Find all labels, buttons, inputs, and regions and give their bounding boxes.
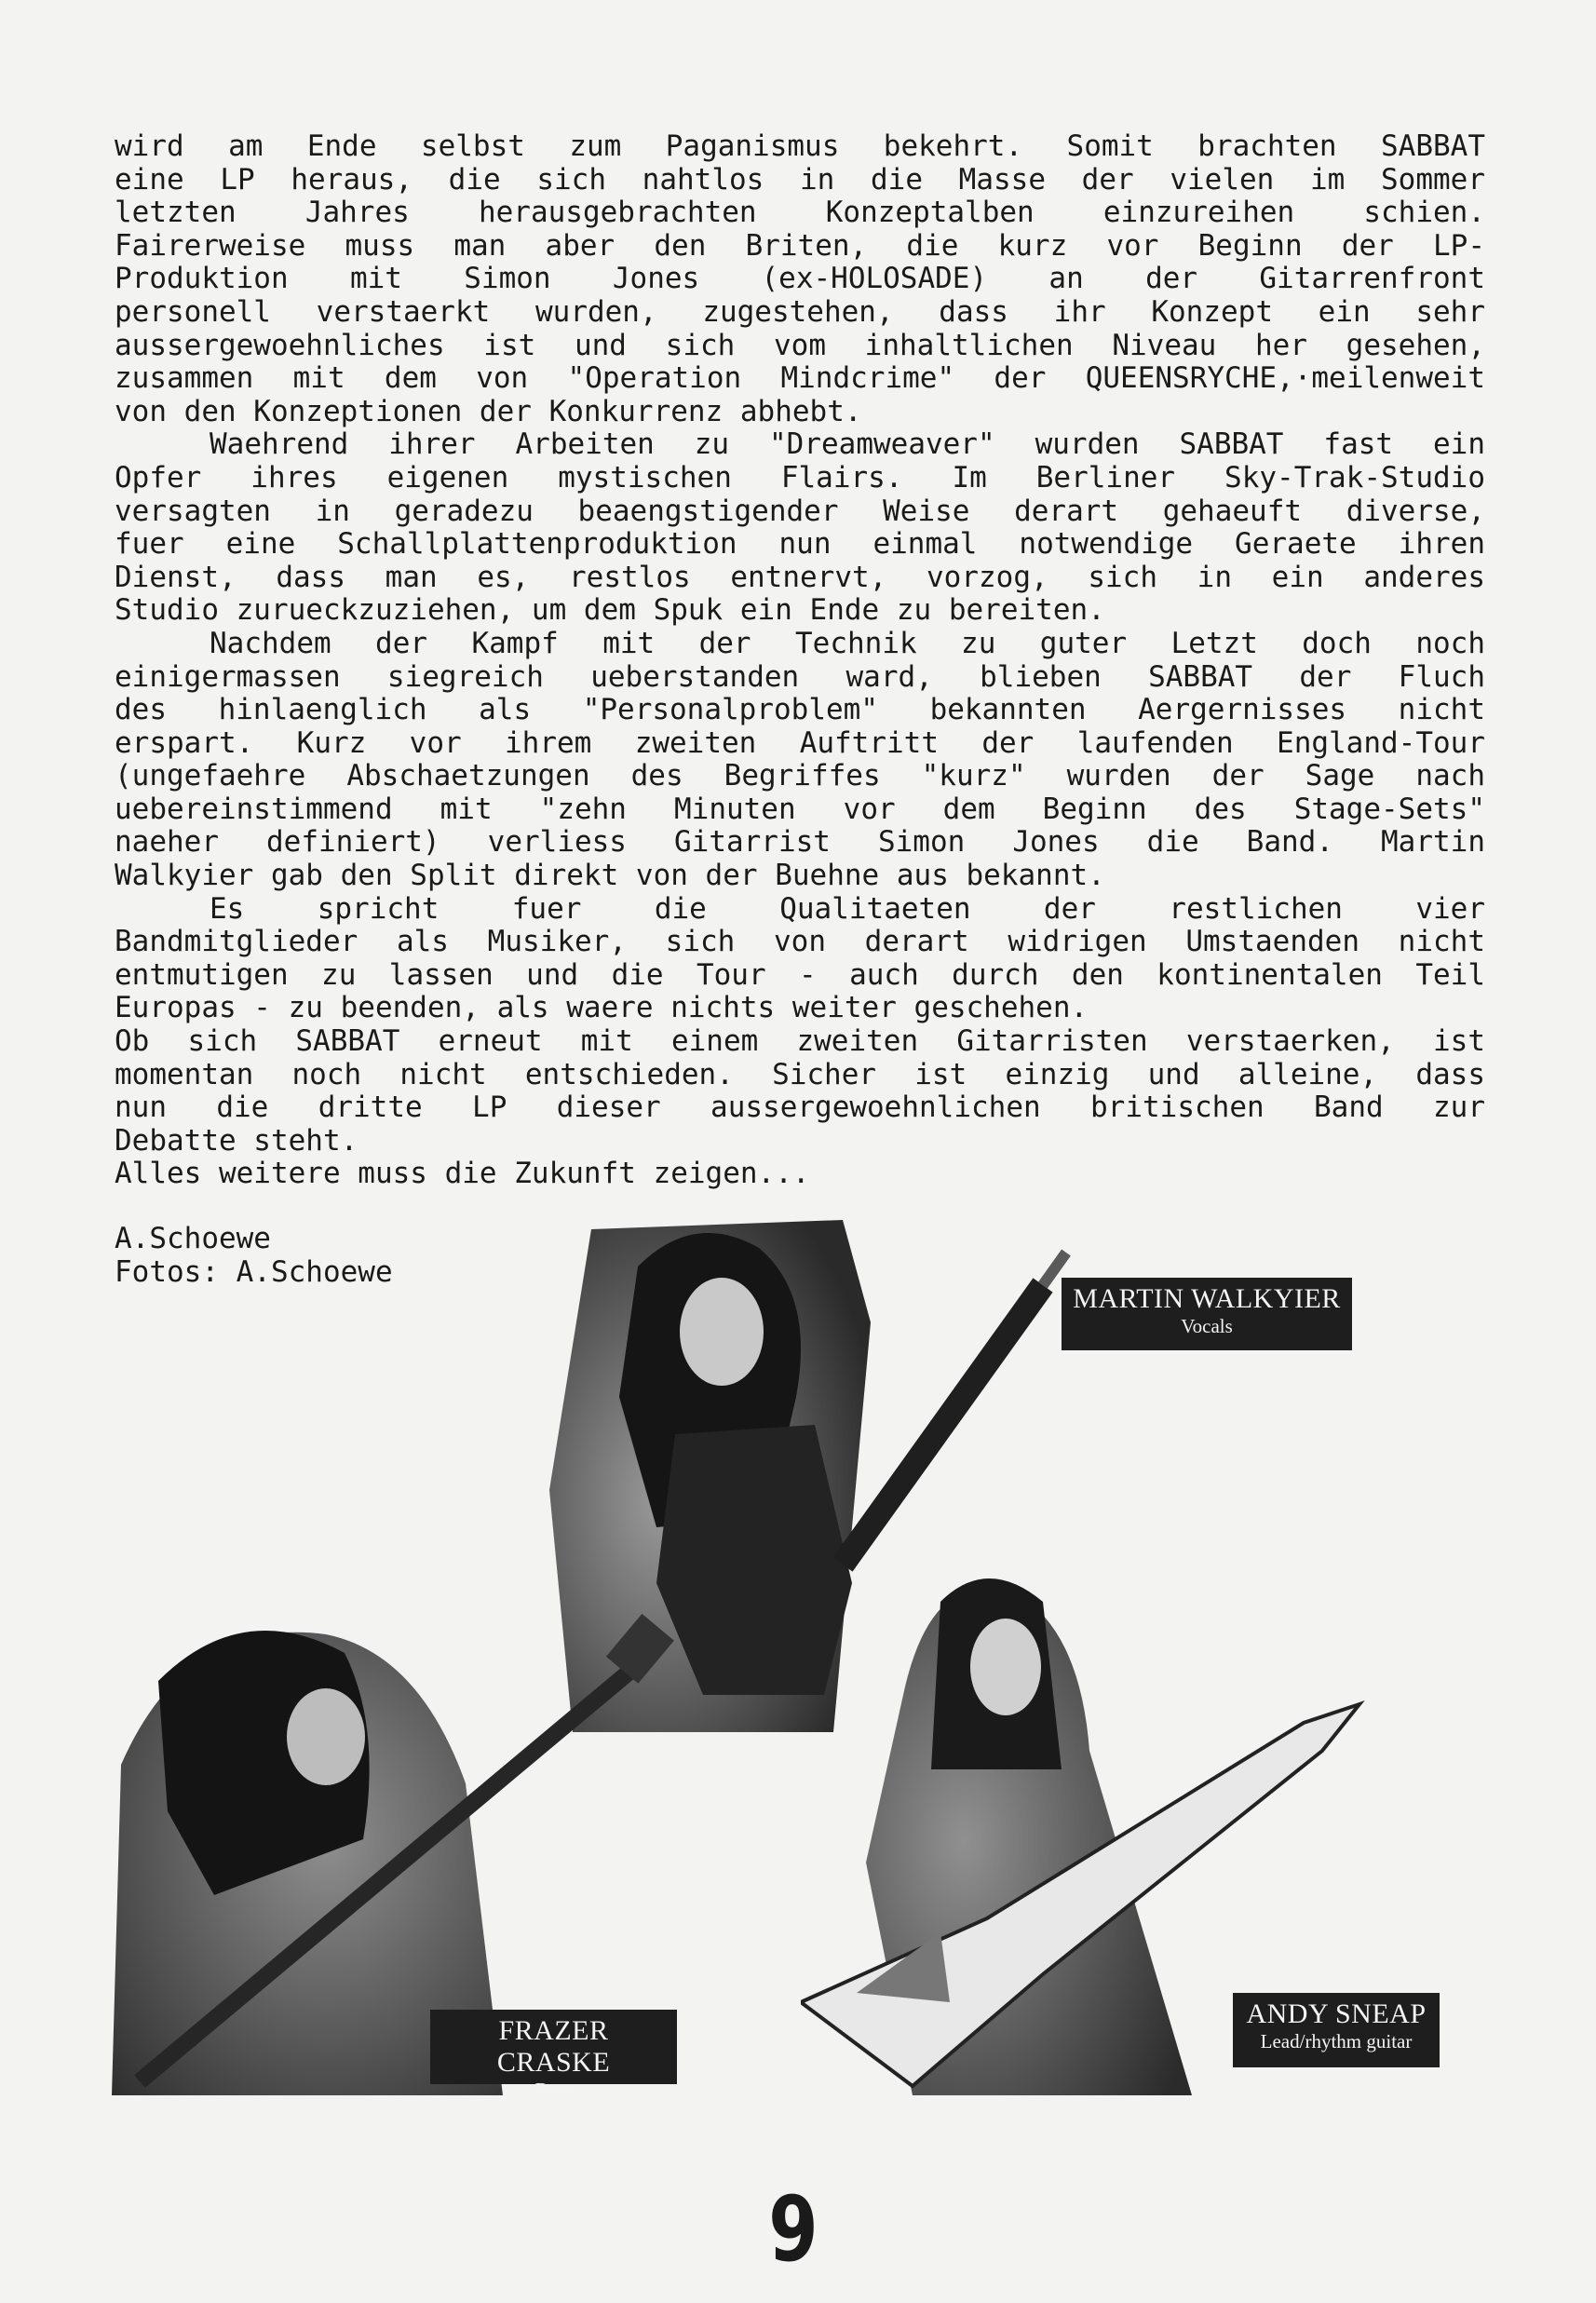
caption-role: Vocals: [1181, 1315, 1233, 1337]
caption-andy-sneap: [1233, 1993, 1440, 2067]
article-line: von den Konzeptionen der Konkurrenz abhebt.: [115, 394, 862, 428]
article-line: des hinlaenglich als "Personalproblem" bekannten Aergernisses nicht: [115, 693, 1485, 727]
photo-credit: Fotos: A.Schoewe: [115, 1255, 393, 1289]
article-line: erspart. Kurz vor ihrem zweiten Auftritt der laufenden England-Tour: [115, 725, 1485, 760]
caption-name: MARTIN WALKYIER: [1073, 1283, 1341, 1314]
article-line: eine LP heraus, die sich nahtlos in die Masse der vielen im Sommer: [115, 162, 1485, 196]
article-line: letzten Jahres herausgebrachten Konzeptalben einzureihen schien.: [115, 196, 1485, 230]
article-line: Ob sich SABBAT erneut mit einem zweiten Gitarristen verstaerken, ist: [115, 1024, 1485, 1059]
author-credit: A.Schoewe: [115, 1222, 271, 1255]
article-line: personell verstaerkt wurden, zugestehen, dass ihr Konzept ein sehr: [115, 294, 1485, 329]
article-line: uebereinstimmend mit "zehn Minuten vor dem Beginn des Stage-Sets": [115, 792, 1485, 826]
caption-role: Lead/rhythm guitar: [1260, 2030, 1413, 2052]
article-line: fuer eine Schallplattenproduktion nun einmal notwendige Geraete ihren: [115, 527, 1485, 562]
article-line: Nachdem der Kampf mit der Technik zu guter Letzt doch noch: [210, 626, 1485, 660]
page-number: 9: [768, 2177, 818, 2282]
article-line: Produktion mit Simon Jones (ex-HOLOSADE) an der Gitarrenfront: [115, 262, 1485, 296]
caption-name: ANDY SNEAP: [1246, 1998, 1427, 2029]
article-line: Fairerweise muss man aber den Briten, die kurz vor Beginn der LP-: [115, 228, 1485, 263]
article-line: Waehrend ihrer Arbeiten zu "Dreamweaver" wurden SABBAT fast ein: [210, 427, 1485, 462]
article-line: versagten in geradezu beaengstigender Weise derart gehaeuft diverse,: [115, 494, 1485, 528]
caption-martin-walkyier: [1062, 1278, 1352, 1350]
article-line: Walkyier gab den Split direkt von der Buehne aus bekannt.: [115, 859, 1105, 893]
article-line: aussergewoehnliches ist und sich vom inhaltlichen Niveau her gesehen,: [115, 328, 1485, 362]
article-line: wird am Ende selbst zum Paganismus bekehrt. Somit brachten SABBAT: [115, 129, 1485, 163]
article-line: Bandmitglieder als Musiker, sich von derart widrigen Umstaenden nicht: [115, 925, 1485, 959]
article-line: naeher definiert) verliess Gitarrist Simon Jones die Band. Martin: [115, 825, 1485, 860]
article-line: Debatte steht.: [115, 1123, 358, 1158]
caption-frazer-craske: [430, 2010, 677, 2101]
article-line: entmutigen zu lassen und die Tour - auch durch den kontinentalen Teil: [115, 957, 1485, 992]
article-line: Europas - zu beenden, als waere nichts weiter geschehen.: [115, 991, 1089, 1025]
article-text: [115, 130, 1485, 1191]
article-line: (ungefaehre Abschaetzungen des Begriffes "kurz" wurden der Sage nach: [115, 759, 1485, 793]
credits: [115, 1222, 393, 1289]
article-line: Opfer ihres eigenen mystischen Flairs. Im Berliner Sky-Trak-Studio: [115, 460, 1485, 494]
article-line: momentan noch nicht entschieden. Sicher ist einzig und alleine, dass: [115, 1057, 1485, 1091]
article-line: Es spricht fuer die Qualitaeten der restlichen vier: [210, 891, 1485, 926]
article-line: Studio zurueckzuziehen, um dem Spuk ein Ende zu bereiten.: [115, 593, 1105, 628]
article-line: Dienst, dass man es, restlos entnervt, vorzog, sich in ein anderes: [115, 560, 1485, 594]
article-line: Alles weitere muss die Zukunft zeigen...: [115, 1157, 810, 1191]
caption-name: FRAZER CRASKE: [496, 2015, 611, 2078]
article-line: einigermassen siegreich ueberstanden ward, blieben SABBAT der Fluch: [115, 659, 1485, 694]
caption-role: Bass: [534, 2079, 573, 2101]
article-line: nun die dritte LP dieser aussergewoehnlichen britischen Band zur: [115, 1091, 1485, 1125]
article-line: zusammen mit dem von "Operation Mindcrime" der QUEENSRYCHE,·meilenweit: [115, 361, 1485, 396]
